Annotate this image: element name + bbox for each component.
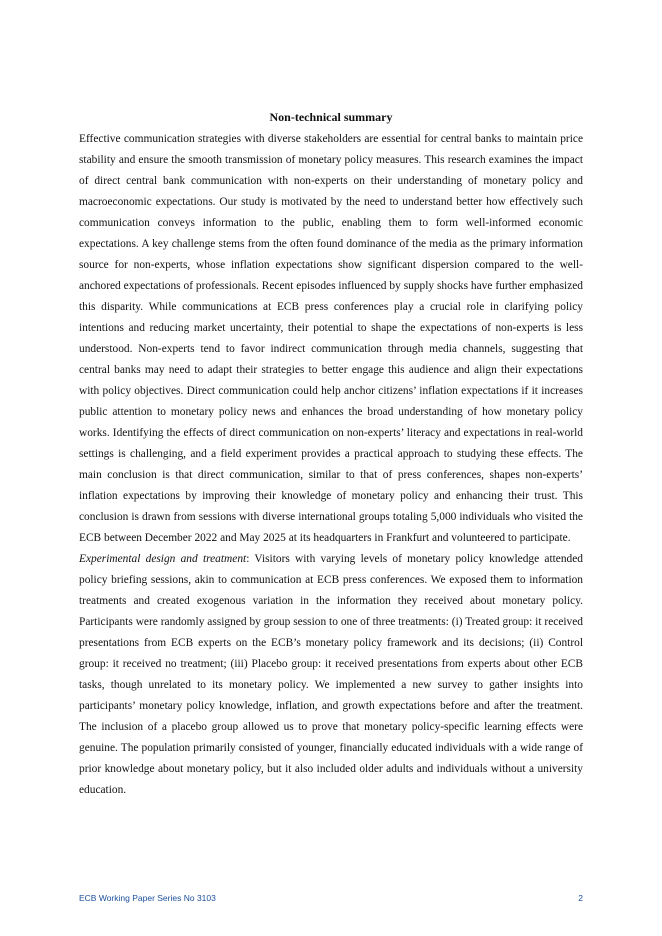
footer-series-label: ECB Working Paper Series No 3103	[79, 893, 216, 903]
summary-paragraph-2	[79, 549, 583, 801]
summary-paragraph-1: Effective communication strategies with diverse stakeholders are essential for central banks to maintain price stability and ensure the smooth transmission of monetary policy measures. This research examines the impact of direct central bank communication with non-experts on their understanding of monetary policy and macroeconomic expectations. Our study is motivated by the need to understand better how effectively such communication conveys information to the public, enabling them to form well-informed economic expectations. A key challenge stems from the often found dominance of the media as the primary information source for non-experts, whose inflation expectations show significant dispersion compared to the well-anchored expectations of professionals. Recent episodes influenced by supply shocks have further emphasized this disparity. While communications at ECB press conferences play a crucial role in clarifying policy intentions and reducing market uncertainty, their potential to shape the expectations of non-experts is less understood. Non-experts tend to favor indirect communication through media channels, suggesting that central banks may need to adapt their strategies to better engage this audience and align their expectations with policy objectives. Direct communication could help anchor citizens’ inflation expectations if it increases public attention to monetary policy news and enhances the broad understanding of how monetary policy works. Identifying the effects of direct communication on non-experts’ literacy and expectations in real-world settings is challenging, and a field experiment provides a practical approach to studying these effects. The main conclusion is that direct communication, similar to that of press conferences, shapes non-experts’ inflation expectations by improving their knowledge of monetary policy and enhancing their trust. This conclusion is drawn from sessions with diverse international groups totaling 5,000 individuals who visited the ECB between December 2022 and May 2025 at its headquarters in Frankfurt and volunteered to participate.	[79, 133, 583, 544]
paragraph-body: : Visitors with varying levels of monetary policy knowledge attended policy briefing sessions, akin to communication at ECB press conferences. We exposed them to information treatments and created exogenous variation in the information they received about monetary policy. Participants were randomly assigned by group session to one of three treatments: (i) Treated group: it received presentations from ECB experts on the ECB’s monetary policy framework and its decisions; (ii) Control group: it received no treatment; (iii) Placebo group: it received presentations from experts about other ECB tasks, though unrelated to its monetary policy. We implemented a new survey to gather insights into participants’ monetary policy knowledge, inflation, and growth expectations before and after the treatment. The inclusion of a placebo group allowed us to prove that monetary policy-specific learning effects were genuine. The population primarily consisted of younger, financially educated individuals with a wide range of prior knowledge about monetary policy, but it also included older adults and individuals without a university education.	[79, 553, 583, 796]
paragraph-lead-heading: Experimental design and treatment	[79, 553, 247, 565]
section-title: Non-technical summary	[269, 110, 393, 124]
page-footer	[79, 893, 583, 903]
page-number: 2	[578, 893, 583, 903]
page-content	[79, 109, 583, 801]
